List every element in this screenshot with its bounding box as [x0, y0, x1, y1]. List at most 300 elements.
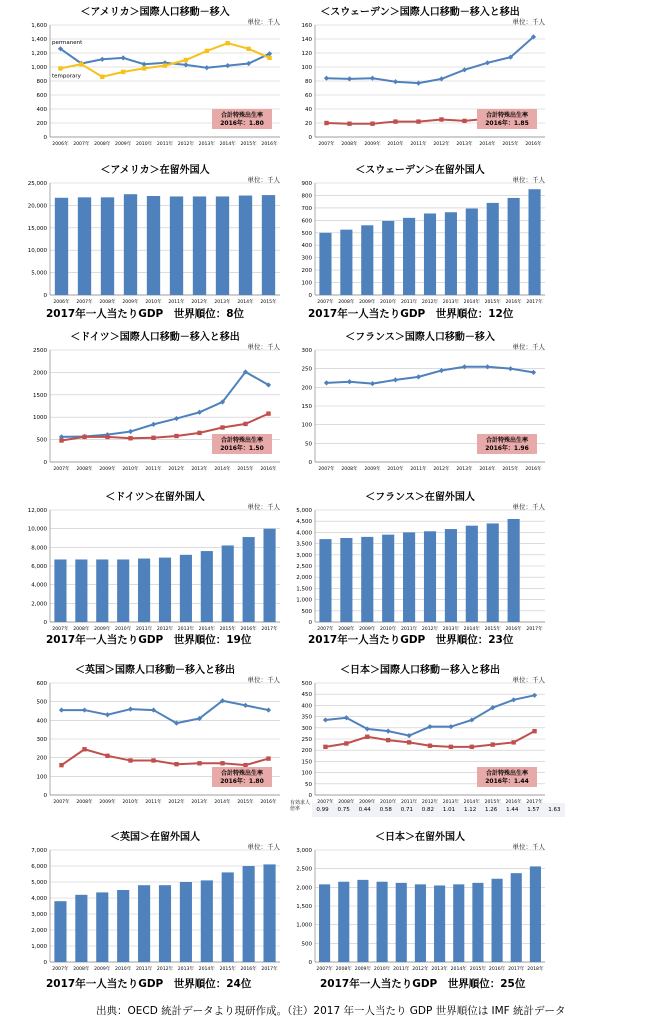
gdp-rank-usa: 2017年一人当たりGDP 世界順位：8位 [46, 308, 245, 320]
data-point [100, 57, 105, 62]
data-point [462, 67, 467, 72]
y-tick-label: 100 [301, 422, 312, 429]
y-tick-label: 10,000 [27, 248, 47, 255]
series-line [60, 43, 269, 77]
data-point [449, 745, 453, 749]
x-tick-label: 2014年 [214, 467, 231, 472]
x-tick-label: 2016年 [505, 300, 522, 305]
unit-label: 単位：千人 [512, 503, 545, 511]
y-tick-label: 1,000 [31, 65, 47, 71]
job-ratio-value: 0.82 [421, 807, 435, 813]
data-point [174, 416, 179, 421]
bar [511, 873, 522, 962]
y-tick-label: 200 [301, 268, 312, 275]
data-point [324, 380, 329, 385]
x-tick-label: 2008年 [94, 142, 111, 147]
y-tick-label: 150 [301, 759, 312, 766]
x-tick-label: 2012年 [156, 627, 174, 632]
x-tick-label: 2008年 [99, 300, 116, 305]
data-point [151, 436, 155, 440]
y-tick-label: 250 [301, 737, 312, 743]
x-tick-label: 2013年 [191, 467, 208, 472]
bar [180, 882, 192, 962]
chart-germany-foreign [20, 490, 290, 640]
y-tick-label: 1,200 [31, 51, 47, 57]
data-point [393, 79, 398, 84]
data-point [370, 76, 375, 81]
y-tick-label: 1500 [33, 392, 47, 399]
data-point [59, 707, 64, 712]
y-tick-label: 1,000 [296, 922, 312, 929]
data-point [59, 763, 63, 767]
x-tick-label: 2009年 [99, 467, 116, 472]
bar [170, 196, 183, 295]
x-tick-label: 2014年 [450, 967, 467, 972]
x-tick-label: 2015年 [219, 967, 236, 972]
x-tick-label: 2012年 [168, 467, 185, 472]
data-point [128, 436, 132, 440]
y-tick-label: 1,000 [296, 597, 312, 604]
x-tick-label: 2014年 [463, 300, 480, 305]
chart-title: ＜フランス＞在留外国人 [365, 492, 475, 503]
chart-title: ＜ドイツ＞国際人口移動－移入と移出 [70, 332, 240, 343]
y-tick-label: 0 [308, 793, 312, 799]
x-tick-label: 2015年 [484, 627, 501, 632]
bar [434, 885, 445, 962]
x-tick-label: 2013年 [431, 967, 448, 972]
data-point [266, 756, 270, 760]
y-tick-label: 400 [301, 703, 312, 710]
bar [340, 538, 352, 622]
bar [396, 883, 407, 962]
chart-uk-foreign [20, 830, 290, 980]
bar [117, 890, 129, 962]
y-tick-label: 25,000 [27, 181, 47, 187]
sweden-foreign-svg [285, 163, 555, 313]
x-tick-label: 2013年 [177, 967, 195, 972]
data-point [105, 754, 109, 758]
data-point [393, 119, 397, 123]
gdp-rank-france: 2017年一人当たりGDP 世界順位：23位 [308, 634, 514, 646]
job-ratio-value: 1.44 [506, 807, 519, 813]
x-tick-label: 2013年 [442, 627, 460, 632]
series-line [62, 701, 269, 723]
data-point [323, 745, 327, 749]
y-tick-label: 300 [36, 737, 47, 743]
x-tick-label: 2010年 [115, 967, 132, 972]
y-tick-label: 100 [301, 280, 312, 287]
gdp-rank-sweden: 2017年一人当たりGDP 世界順位：12位 [308, 308, 514, 320]
x-tick-label: 2014年 [479, 142, 496, 147]
x-tick-label: 2009年 [354, 967, 372, 972]
y-tick-label: 2,000 [31, 601, 47, 608]
data-point [220, 425, 224, 429]
x-tick-label: 2007年 [53, 467, 70, 472]
y-tick-label: 40 [305, 107, 312, 113]
job-ratio-value: 0.71 [400, 807, 413, 813]
bar [319, 539, 331, 622]
x-tick-label: 2016年 [505, 627, 522, 632]
x-tick-label: 2012年 [156, 967, 174, 972]
bar [382, 221, 394, 295]
x-tick-label: 2010年 [387, 467, 404, 472]
y-tick-label: 160 [301, 23, 312, 29]
y-tick-label: 0 [308, 293, 312, 299]
y-tick-label: 700 [301, 205, 312, 212]
bar [201, 551, 213, 622]
data-point [243, 763, 247, 767]
data-point [121, 55, 126, 60]
bar [338, 882, 349, 962]
x-tick-label: 2009年 [94, 967, 111, 972]
x-tick-label: 2014年 [463, 627, 480, 632]
sweden-migration-svg [285, 5, 555, 155]
y-tick-label: 0 [43, 960, 47, 966]
bar [239, 196, 252, 295]
data-point [470, 745, 474, 749]
bar [528, 189, 540, 295]
y-tick-label: 1,000 [31, 944, 47, 950]
usa-foreign-svg [20, 163, 290, 313]
unit-label: 単位：千人 [512, 176, 545, 184]
data-point [82, 707, 87, 712]
y-tick-label: 10,000 [27, 526, 47, 533]
y-tick-label: 600 [301, 218, 312, 225]
x-tick-label: 2009年 [94, 627, 111, 632]
y-tick-label: 3,000 [296, 552, 312, 559]
chart-usa-foreign [20, 163, 290, 313]
x-tick-label: 2017年 [526, 300, 543, 305]
y-tick-label: 600 [36, 93, 47, 99]
y-tick-label: 800 [36, 79, 47, 85]
bar [466, 209, 478, 295]
y-tick-label: 2,000 [296, 885, 312, 892]
bar [96, 559, 108, 622]
x-tick-label: 2016年 [525, 467, 542, 472]
chart-japan-migration [285, 663, 555, 813]
y-tick-label: 50 [305, 441, 312, 448]
x-tick-label: 2010年 [145, 300, 162, 305]
data-point [174, 762, 178, 766]
data-point [393, 377, 398, 382]
y-tick-label: 7,000 [31, 848, 47, 854]
data-point [82, 435, 86, 439]
x-tick-label: 2006年 [52, 142, 69, 147]
data-point [347, 379, 352, 384]
x-tick-label: 2013年 [442, 300, 460, 305]
bar [487, 203, 499, 295]
x-tick-label: 2009年 [99, 800, 116, 805]
y-tick-label: 600 [36, 681, 47, 687]
chart-title: ＜アメリカ＞在留外国人 [100, 165, 210, 176]
x-tick-label: 2014年 [198, 627, 215, 632]
japan-job-ratio-table [290, 800, 565, 820]
data-point [532, 693, 537, 698]
bar [75, 559, 87, 622]
x-tick-label: 2013年 [191, 800, 208, 805]
x-tick-label: 2011年 [168, 300, 185, 305]
x-tick-label: 2009年 [359, 300, 376, 305]
y-tick-label: 500 [36, 699, 47, 706]
chart-usa-migration [20, 5, 290, 155]
job-ratio-value: 1.12 [463, 807, 477, 813]
bar [263, 864, 275, 962]
job-ratio-value: 1.57 [527, 807, 540, 813]
x-tick-label: 2008年 [73, 967, 90, 972]
y-tick-label: 0 [43, 793, 47, 799]
fertility-rate-value: 2016年：1.44 [485, 778, 529, 785]
x-tick-label: 2012年 [412, 967, 429, 972]
chart-title: ＜スウェーデン＞国際人口移動－移入と移出 [320, 7, 520, 18]
y-tick-label: 400 [36, 718, 47, 725]
data-point [448, 724, 453, 729]
chart-japan-foreign [285, 830, 555, 980]
y-tick-label: 300 [301, 255, 312, 262]
y-tick-label: 3,000 [296, 848, 312, 854]
bar [445, 212, 457, 295]
fertility-rate-value: 2016年：1.85 [485, 120, 529, 127]
bar [403, 218, 415, 295]
unit-label: 単位：千人 [512, 676, 545, 684]
y-tick-label: 1000 [33, 415, 47, 422]
bar [466, 526, 478, 622]
y-tick-label: 6,000 [31, 864, 47, 870]
data-point [151, 758, 155, 762]
x-tick-label: 2007年 [317, 627, 334, 632]
chart-france-foreign [285, 490, 555, 640]
data-point [105, 712, 110, 717]
x-tick-label: 2012年 [421, 627, 439, 632]
data-point [407, 740, 411, 744]
job-ratio-value: 0.44 [358, 807, 371, 813]
x-tick-label: 2016年 [260, 800, 277, 805]
data-point [416, 119, 420, 123]
x-tick-label: 2012年 [433, 467, 450, 472]
data-point [142, 66, 146, 70]
data-point [151, 422, 156, 427]
data-point [225, 63, 230, 68]
data-point [205, 49, 209, 53]
fertility-rate-title: 合計特殊出生率 [220, 437, 264, 444]
x-tick-label: 2014年 [237, 300, 254, 305]
y-tick-label: 500 [301, 230, 312, 237]
data-point [491, 742, 495, 746]
bar [319, 233, 331, 295]
y-tick-label: 1,500 [296, 586, 312, 593]
y-tick-label: 0 [43, 293, 47, 299]
bar [530, 866, 541, 962]
bar [193, 196, 206, 295]
x-tick-label: 2016年 [240, 627, 257, 632]
x-tick-label: 2012年 [168, 800, 185, 805]
y-tick-label: 0 [308, 135, 312, 141]
source-footer: 出典：OECD 統計データより現研作成。（注）2017 年一人当たり GDP 世界順位は IMF 統計データ [96, 1005, 566, 1017]
germany-migration-svg [20, 330, 290, 480]
job-ratio-values [312, 803, 565, 817]
gdp-rank-germany: 2017年一人当たりGDP 世界順位：19位 [46, 634, 252, 646]
x-tick-label: 2011年 [393, 967, 410, 972]
job-ratio-value: 0.75 [337, 807, 350, 813]
series-line [327, 37, 534, 83]
y-tick-label: 60 [305, 93, 312, 99]
x-tick-label: 2011年 [156, 142, 174, 147]
y-tick-label: 450 [301, 692, 312, 699]
x-tick-label: 2007年 [73, 142, 90, 147]
unit-label: 単位：千人 [247, 676, 280, 684]
bar [138, 559, 150, 622]
bar [424, 531, 436, 622]
data-point [243, 422, 247, 426]
fertility-rate-title: 合計特殊出生率 [485, 437, 529, 444]
gdp-rank-uk: 2017年一人当たりGDP 世界順位：24位 [46, 978, 252, 990]
data-point [508, 366, 513, 371]
y-tick-label: 8,000 [31, 545, 47, 552]
bar [361, 225, 373, 295]
x-tick-label: 2017年 [508, 967, 525, 972]
data-point [184, 58, 188, 62]
x-tick-label: 2014年 [198, 967, 215, 972]
bar [453, 884, 464, 962]
data-point [532, 729, 536, 733]
x-tick-label: 2016年 [260, 467, 277, 472]
y-tick-label: 4,000 [296, 530, 312, 537]
y-tick-label: 5,000 [296, 508, 312, 514]
x-tick-label: 2008年 [73, 627, 90, 632]
y-tick-label: 400 [36, 107, 47, 113]
bar [101, 197, 114, 295]
y-tick-label: 12,000 [27, 508, 47, 514]
x-tick-label: 2010年 [387, 142, 404, 147]
y-tick-label: 2,500 [296, 866, 312, 873]
bar [54, 559, 66, 622]
fertility-rate-value: 2016年：1.50 [220, 445, 264, 452]
y-tick-label: 200 [301, 748, 312, 755]
chart-france-migration [285, 330, 555, 480]
x-tick-label: 2012年 [433, 142, 450, 147]
y-tick-label: 500 [301, 941, 312, 948]
job-ratio-value: 0.58 [379, 807, 392, 813]
bar [403, 532, 415, 622]
x-tick-label: 2008年 [338, 300, 355, 305]
y-tick-label: 200 [36, 755, 47, 762]
x-tick-label: 2010年 [380, 300, 397, 305]
france-foreign-svg [285, 490, 555, 640]
data-point [511, 740, 515, 744]
bar [201, 880, 213, 962]
x-tick-label: 2011年 [400, 300, 418, 305]
data-point [204, 65, 209, 70]
x-tick-label: 2015年 [237, 800, 254, 805]
unit-label: 単位：千人 [247, 343, 280, 351]
bar [117, 559, 129, 622]
y-tick-label: 500 [36, 437, 47, 444]
data-point [439, 117, 443, 121]
x-tick-label: 2015年 [260, 300, 277, 305]
data-point [121, 70, 125, 74]
data-point [344, 741, 348, 745]
series-label: permanent [52, 39, 83, 46]
x-tick-label: 2012年 [421, 300, 439, 305]
data-point [370, 122, 374, 126]
chart-title: ＜英国＞在留外国人 [110, 832, 200, 843]
x-tick-label: 2011年 [135, 967, 153, 972]
y-tick-label: 0 [43, 620, 47, 626]
x-tick-label: 2007年 [317, 300, 334, 305]
x-tick-label: 2014年 [214, 800, 231, 805]
data-point [82, 747, 86, 751]
fertility-rate-title: 合計特殊出生率 [220, 770, 264, 777]
x-tick-label: 2006年 [53, 300, 70, 305]
y-tick-label: 20 [305, 121, 312, 127]
x-tick-label: 2010年 [380, 627, 397, 632]
x-tick-label: 2015年 [219, 627, 236, 632]
x-tick-label: 2009年 [364, 142, 381, 147]
data-point [59, 438, 63, 442]
unit-label: 単位：千人 [247, 18, 280, 26]
job-ratio-value: 1.26 [485, 807, 498, 813]
bar [424, 213, 436, 295]
job-ratio-value: 1.63 [548, 807, 561, 813]
bar [357, 880, 368, 962]
germany-foreign-svg [20, 490, 290, 640]
y-tick-label: 6,000 [31, 564, 47, 570]
x-tick-label: 2011年 [145, 467, 162, 472]
bar [180, 555, 192, 622]
series-line [62, 372, 269, 437]
y-tick-label: 15,000 [27, 225, 47, 232]
data-point [511, 697, 516, 702]
data-point [347, 122, 351, 126]
unit-label: 単位：千人 [247, 503, 280, 511]
x-tick-label: 2013年 [456, 467, 473, 472]
data-point [174, 434, 178, 438]
job-ratio-value: 0.99 [316, 807, 329, 813]
bar [445, 529, 457, 622]
gdp-rank-japan: 2017年一人当たりGDP 世界順位：25位 [320, 978, 526, 990]
x-tick-label: 2012年 [177, 142, 195, 147]
bar [508, 519, 520, 622]
bar [222, 545, 234, 622]
y-tick-label: 500 [301, 681, 312, 687]
data-point [243, 703, 248, 708]
fertility-rate-value: 2016年：1.96 [485, 445, 529, 452]
bar [243, 866, 255, 962]
unit-label: 単位：千人 [247, 843, 280, 851]
y-tick-label: 80 [305, 79, 312, 85]
data-point [365, 735, 369, 739]
bar [159, 558, 171, 622]
job-ratio-value: 1.01 [442, 807, 456, 813]
bar [262, 195, 275, 295]
fertility-rate-value: 2016年：1.80 [220, 778, 264, 785]
x-tick-label: 2013年 [456, 142, 473, 147]
x-tick-label: 2015年 [502, 142, 519, 147]
bar [222, 872, 234, 962]
y-tick-label: 120 [301, 51, 312, 57]
x-tick-label: 2015年 [240, 142, 257, 147]
unit-label: 単位：千人 [247, 176, 280, 184]
data-point [531, 370, 536, 375]
x-tick-label: 2007年 [318, 467, 335, 472]
x-tick-label: 2007年 [53, 800, 70, 805]
bar [472, 883, 483, 962]
y-tick-label: 2000 [33, 370, 47, 377]
data-point [416, 374, 421, 379]
x-tick-label: 2017年 [526, 627, 543, 632]
y-tick-label: 2,000 [296, 575, 312, 582]
uk-migration-svg [20, 663, 290, 813]
data-point [163, 63, 167, 67]
